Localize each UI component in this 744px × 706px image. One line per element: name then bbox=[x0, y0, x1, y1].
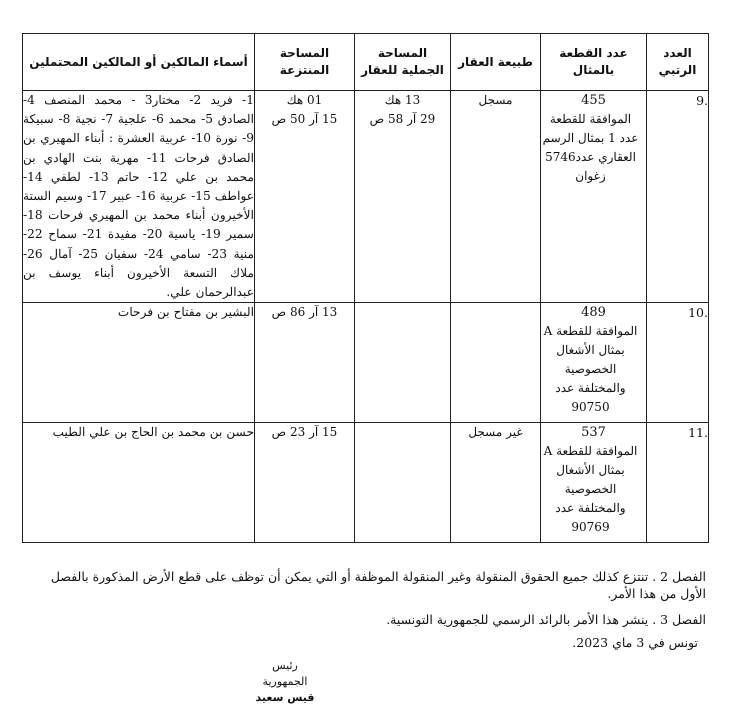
owners-cell: البشير بن مفتاح بن فرحات bbox=[23, 303, 255, 423]
total-area-hectares: 13 هك bbox=[384, 93, 421, 107]
serial-cell: .11 bbox=[647, 423, 709, 543]
expropriated-area-cell bbox=[255, 423, 355, 543]
total-area-cell bbox=[355, 303, 451, 423]
table-header-row bbox=[23, 34, 709, 91]
date-line: تونس في 3 ماي 2023. bbox=[572, 635, 698, 650]
header-owners: أسماء المالكين أو المالكين المحتملين bbox=[23, 34, 255, 91]
expropriated-area-cell bbox=[255, 91, 355, 303]
expropriated-area-ares: 15 آر 50 ص bbox=[271, 112, 338, 126]
nature-cell: مسجل bbox=[451, 91, 541, 303]
owners-cell: 1- فريد 2- مختار3 - محمد المنصف 4- الصادق 5- محمد 6- علجية 7- نجية 8- سبيكة 9- نورة 10- عربية العشرة : أبناء المهيري بن الصادق فرحات 11- مهرية بنت الهادي بن محمد بن علي 12- حاتم 13- لطفي 14- عواطف 15- عربية 16- عبير 17- وسيم الستة الأخيرون أبناء محمد بن المهيري فرحات 18- سمير 19- ياسية 20- مفيدة 21- سماح 22- منية 23- سامي 24- سفيان 25- آمال 26- ملاك التسعة الأخيرون أبناء يوسف بن عبدالرحمان علي. bbox=[23, 91, 255, 303]
expropriated-area-hectares: 01 هك bbox=[286, 93, 323, 107]
parcel-cell bbox=[541, 423, 647, 543]
chapter-2-paragraph: الفصل 2 . تنتزع كذلك جميع الحقوق المنقولة وغير المنقولة الموظفة أو التي يمكن أن توظف على قطع الأرض المذكورة بالفصل الأول من هذا الأمر. bbox=[50, 569, 706, 601]
signature-title: رئيس الجمهورية bbox=[262, 659, 308, 688]
expropriated-area-value: 15 آر 23 ص bbox=[271, 425, 338, 440]
table-row bbox=[23, 423, 709, 543]
expropriated-area-cell bbox=[255, 303, 355, 423]
signature-block bbox=[250, 658, 320, 706]
table-row bbox=[23, 303, 709, 423]
nature-cell: غير مسجل bbox=[451, 423, 541, 543]
expropriated-area-value: 13 آر 86 ص bbox=[271, 305, 338, 320]
header-nature: طبيعة العقار bbox=[451, 34, 541, 91]
parcel-cell bbox=[541, 303, 647, 423]
header-parcel: عدد القطعة بالمثال bbox=[541, 34, 647, 91]
parcel-description: الموافقة للقطعة A بمثال الأشغال الخصوصية والمختلفة عدد 90750 bbox=[543, 324, 638, 415]
owners-cell: حسن بن محمد بن الحاج بن علي الطيب bbox=[23, 423, 255, 543]
header-expropriated-area: المساحة المنتزعة bbox=[255, 34, 355, 91]
total-area-cell bbox=[355, 91, 451, 303]
serial-cell: .9 bbox=[647, 91, 709, 303]
signature-name: قيس سعيد bbox=[255, 691, 315, 704]
parcel-number: 537 bbox=[581, 425, 606, 441]
parcel-number: 455 bbox=[581, 93, 606, 108]
nature-cell bbox=[451, 303, 541, 423]
header-serial: العدد الرتبي bbox=[647, 34, 709, 91]
total-area-ares: 29 آر 58 ص bbox=[369, 112, 436, 126]
total-area-cell bbox=[355, 423, 451, 543]
parcel-description: الموافقة للقطعة عدد 1 بمثال الرسم العقاري عدد5746 زغوان bbox=[542, 112, 639, 183]
parcel-number: 489 bbox=[581, 305, 606, 321]
table-row bbox=[23, 91, 709, 303]
chapter-3-paragraph: الفصل 3 . ينشر هذا الأمر بالرائد الرسمي للجمهورية التونسية. bbox=[386, 612, 706, 627]
serial-cell: .10 bbox=[647, 303, 709, 423]
parcel-description: الموافقة للقطعة A بمثال الأشغال الخصوصية والمختلفة عدد 90769 bbox=[543, 444, 638, 535]
parcels-table bbox=[22, 33, 709, 543]
header-total-area: المساحة الجملية للعقار bbox=[355, 34, 451, 91]
parcel-cell bbox=[541, 91, 647, 303]
